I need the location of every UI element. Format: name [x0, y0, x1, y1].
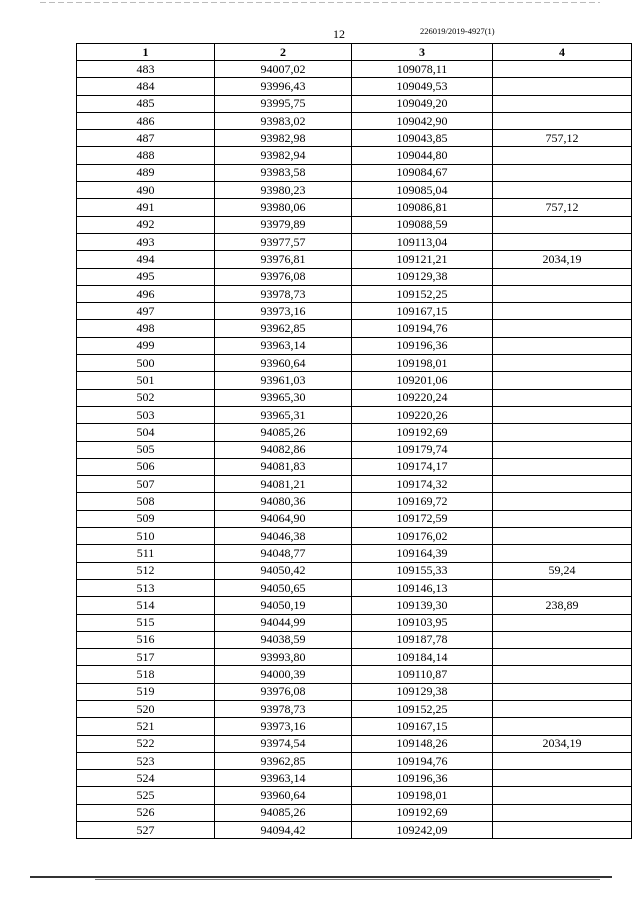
point-number-cell: 517: [77, 649, 215, 666]
table-row: [77, 631, 632, 648]
x-coordinate-cell: 93973,16: [215, 303, 352, 320]
x-coordinate-cell: 93963,14: [215, 770, 352, 787]
table-row: [77, 718, 632, 735]
table-row: [77, 78, 632, 95]
distance-cell: [493, 510, 632, 527]
y-coordinate-cell: 109078,11: [352, 61, 493, 78]
point-number-cell: 504: [77, 424, 215, 441]
distance-cell: [493, 303, 632, 320]
y-coordinate-cell: 109148,26: [352, 735, 493, 752]
point-number-cell: 488: [77, 147, 215, 164]
x-coordinate-cell: 93962,85: [215, 752, 352, 769]
x-coordinate-cell: 93976,08: [215, 683, 352, 700]
document-reference: 226019/2019-4927(1): [420, 26, 495, 36]
table-row: [77, 199, 632, 216]
table-row: [77, 216, 632, 233]
x-coordinate-cell: 93982,98: [215, 130, 352, 147]
y-coordinate-cell: 109164,39: [352, 545, 493, 562]
x-coordinate-cell: 93962,85: [215, 320, 352, 337]
table-row: [77, 372, 632, 389]
distance-cell: 59,24: [493, 562, 632, 579]
distance-cell: [493, 804, 632, 821]
y-coordinate-cell: 109172,59: [352, 510, 493, 527]
x-coordinate-cell: 94094,42: [215, 822, 352, 839]
y-coordinate-cell: 109084,67: [352, 164, 493, 181]
y-coordinate-cell: 109179,74: [352, 441, 493, 458]
table-row: [77, 233, 632, 250]
distance-cell: [493, 614, 632, 631]
x-coordinate-cell: 93976,08: [215, 268, 352, 285]
x-coordinate-cell: 93960,64: [215, 787, 352, 804]
point-number-cell: 496: [77, 285, 215, 302]
distance-cell: [493, 631, 632, 648]
x-coordinate-cell: 94081,21: [215, 476, 352, 493]
point-number-cell: 526: [77, 804, 215, 821]
point-number-cell: 493: [77, 233, 215, 250]
distance-cell: [493, 320, 632, 337]
distance-cell: [493, 493, 632, 510]
x-coordinate-cell: 94050,42: [215, 562, 352, 579]
x-coordinate-cell: 93973,16: [215, 718, 352, 735]
distance-cell: [493, 458, 632, 475]
y-coordinate-cell: 109152,25: [352, 700, 493, 717]
point-number-cell: 486: [77, 112, 215, 129]
table-row: [77, 579, 632, 596]
distance-cell: [493, 216, 632, 233]
table-row: [77, 770, 632, 787]
distance-cell: [493, 770, 632, 787]
y-coordinate-cell: 109049,53: [352, 78, 493, 95]
distance-cell: [493, 441, 632, 458]
y-coordinate-cell: 109049,20: [352, 95, 493, 112]
table-row: [77, 804, 632, 821]
x-coordinate-cell: 93995,75: [215, 95, 352, 112]
y-coordinate-cell: 109174,32: [352, 476, 493, 493]
point-number-cell: 513: [77, 579, 215, 596]
distance-cell: [493, 579, 632, 596]
point-number-cell: 515: [77, 614, 215, 631]
y-coordinate-cell: 109187,78: [352, 631, 493, 648]
y-coordinate-cell: 109043,85: [352, 130, 493, 147]
distance-cell: 238,89: [493, 597, 632, 614]
coordinates-table: [76, 43, 632, 839]
y-coordinate-cell: 109198,01: [352, 355, 493, 372]
x-coordinate-cell: 93960,64: [215, 355, 352, 372]
distance-cell: [493, 372, 632, 389]
x-coordinate-cell: 93996,43: [215, 78, 352, 95]
table-row: [77, 545, 632, 562]
y-coordinate-cell: 109139,30: [352, 597, 493, 614]
y-coordinate-cell: 109129,38: [352, 683, 493, 700]
y-coordinate-cell: 109086,81: [352, 199, 493, 216]
y-coordinate-cell: 109174,17: [352, 458, 493, 475]
table-row: [77, 95, 632, 112]
table-row: [77, 251, 632, 268]
y-coordinate-cell: 109194,76: [352, 320, 493, 337]
distance-cell: [493, 822, 632, 839]
point-number-cell: 511: [77, 545, 215, 562]
distance-cell: [493, 649, 632, 666]
distance-cell: 757,12: [493, 130, 632, 147]
distance-cell: 2034,19: [493, 735, 632, 752]
x-coordinate-cell: 94050,19: [215, 597, 352, 614]
x-coordinate-cell: 93965,30: [215, 389, 352, 406]
y-coordinate-cell: 109152,25: [352, 285, 493, 302]
y-coordinate-cell: 109113,04: [352, 233, 493, 250]
x-coordinate-cell: 93976,81: [215, 251, 352, 268]
distance-cell: 757,12: [493, 199, 632, 216]
x-coordinate-cell: 93977,57: [215, 233, 352, 250]
point-number-cell: 524: [77, 770, 215, 787]
distance-cell: [493, 78, 632, 95]
point-number-cell: 507: [77, 476, 215, 493]
distance-cell: [493, 476, 632, 493]
point-number-cell: 516: [77, 631, 215, 648]
y-coordinate-cell: 109042,90: [352, 112, 493, 129]
point-number-cell: 503: [77, 406, 215, 423]
distance-cell: [493, 683, 632, 700]
y-coordinate-cell: 109196,36: [352, 337, 493, 354]
point-number-cell: 521: [77, 718, 215, 735]
table-row: [77, 510, 632, 527]
header-row: [77, 44, 632, 61]
point-number-cell: 502: [77, 389, 215, 406]
x-coordinate-cell: 94080,36: [215, 493, 352, 510]
point-number-cell: 527: [77, 822, 215, 839]
point-number-cell: 494: [77, 251, 215, 268]
bottom-border-line-secondary: [95, 879, 600, 880]
table-row: [77, 597, 632, 614]
table-row: [77, 787, 632, 804]
point-number-cell: 487: [77, 130, 215, 147]
column-header-4: 4: [493, 44, 632, 61]
y-coordinate-cell: 109192,69: [352, 804, 493, 821]
table-row: [77, 424, 632, 441]
table-row: [77, 441, 632, 458]
x-coordinate-cell: 94081,83: [215, 458, 352, 475]
x-coordinate-cell: 93974,54: [215, 735, 352, 752]
distance-cell: [493, 337, 632, 354]
table-row: [77, 337, 632, 354]
point-number-cell: 522: [77, 735, 215, 752]
table-row: [77, 406, 632, 423]
point-number-cell: 501: [77, 372, 215, 389]
table-row: [77, 649, 632, 666]
distance-cell: [493, 389, 632, 406]
y-coordinate-cell: 109167,15: [352, 718, 493, 735]
x-coordinate-cell: 94064,90: [215, 510, 352, 527]
bottom-border-line: [30, 876, 612, 878]
y-coordinate-cell: 109103,95: [352, 614, 493, 631]
x-coordinate-cell: 94044,99: [215, 614, 352, 631]
y-coordinate-cell: 109146,13: [352, 579, 493, 596]
table-row: [77, 130, 632, 147]
point-number-cell: 483: [77, 61, 215, 78]
point-number-cell: 509: [77, 510, 215, 527]
table-row: [77, 182, 632, 199]
x-coordinate-cell: 94050,65: [215, 579, 352, 596]
distance-cell: [493, 112, 632, 129]
page-number: 12: [333, 27, 345, 41]
point-number-cell: 499: [77, 337, 215, 354]
distance-cell: [493, 147, 632, 164]
x-coordinate-cell: 94085,26: [215, 424, 352, 441]
distance-cell: [493, 666, 632, 683]
table-row: [77, 666, 632, 683]
table-row: [77, 164, 632, 181]
y-coordinate-cell: 109176,02: [352, 528, 493, 545]
point-number-cell: 508: [77, 493, 215, 510]
distance-cell: [493, 182, 632, 199]
point-number-cell: 497: [77, 303, 215, 320]
x-coordinate-cell: 93983,02: [215, 112, 352, 129]
point-number-cell: 514: [77, 597, 215, 614]
table-row: [77, 355, 632, 372]
point-number-cell: 525: [77, 787, 215, 804]
distance-cell: [493, 700, 632, 717]
table-row: [77, 147, 632, 164]
y-coordinate-cell: 109242,09: [352, 822, 493, 839]
column-header-2: 2: [215, 44, 352, 61]
distance-cell: [493, 95, 632, 112]
top-border-line: [40, 2, 600, 3]
point-number-cell: 512: [77, 562, 215, 579]
table-row: [77, 614, 632, 631]
y-coordinate-cell: 109044,80: [352, 147, 493, 164]
x-coordinate-cell: 93961,03: [215, 372, 352, 389]
table-row: [77, 268, 632, 285]
table-row: [77, 493, 632, 510]
column-header-3: 3: [352, 44, 493, 61]
x-coordinate-cell: 93980,06: [215, 199, 352, 216]
distance-cell: [493, 545, 632, 562]
y-coordinate-cell: 109198,01: [352, 787, 493, 804]
y-coordinate-cell: 109085,04: [352, 182, 493, 199]
distance-cell: [493, 406, 632, 423]
table-row: [77, 562, 632, 579]
table-row: [77, 683, 632, 700]
x-coordinate-cell: 93993,80: [215, 649, 352, 666]
table-row: [77, 458, 632, 475]
distance-cell: [493, 355, 632, 372]
point-number-cell: 519: [77, 683, 215, 700]
x-coordinate-cell: 93978,73: [215, 700, 352, 717]
distance-cell: [493, 787, 632, 804]
x-coordinate-cell: 93965,31: [215, 406, 352, 423]
point-number-cell: 485: [77, 95, 215, 112]
table-row: [77, 528, 632, 545]
table-row: [77, 476, 632, 493]
y-coordinate-cell: 109196,36: [352, 770, 493, 787]
distance-cell: [493, 752, 632, 769]
x-coordinate-cell: 94082,86: [215, 441, 352, 458]
point-number-cell: 495: [77, 268, 215, 285]
distance-cell: [493, 233, 632, 250]
point-number-cell: 489: [77, 164, 215, 181]
point-number-cell: 505: [77, 441, 215, 458]
table-row: [77, 61, 632, 78]
y-coordinate-cell: 109192,69: [352, 424, 493, 441]
distance-cell: [493, 268, 632, 285]
point-number-cell: 490: [77, 182, 215, 199]
table-body: [77, 61, 632, 839]
point-number-cell: 484: [77, 78, 215, 95]
y-coordinate-cell: 109167,15: [352, 303, 493, 320]
x-coordinate-cell: 93983,58: [215, 164, 352, 181]
table-row: [77, 285, 632, 302]
y-coordinate-cell: 109110,87: [352, 666, 493, 683]
table-row: [77, 822, 632, 839]
table-row: [77, 735, 632, 752]
x-coordinate-cell: 93980,23: [215, 182, 352, 199]
y-coordinate-cell: 109088,59: [352, 216, 493, 233]
x-coordinate-cell: 94007,02: [215, 61, 352, 78]
distance-cell: 2034,19: [493, 251, 632, 268]
x-coordinate-cell: 93979,89: [215, 216, 352, 233]
point-number-cell: 510: [77, 528, 215, 545]
table-row: [77, 700, 632, 717]
column-header-1: 1: [77, 44, 215, 61]
distance-cell: [493, 424, 632, 441]
x-coordinate-cell: 94000,39: [215, 666, 352, 683]
x-coordinate-cell: 93978,73: [215, 285, 352, 302]
table-row: [77, 752, 632, 769]
distance-cell: [493, 285, 632, 302]
x-coordinate-cell: 94085,26: [215, 804, 352, 821]
table-row: [77, 320, 632, 337]
x-coordinate-cell: 94046,38: [215, 528, 352, 545]
y-coordinate-cell: 109220,24: [352, 389, 493, 406]
table-header: [77, 44, 632, 61]
point-number-cell: 498: [77, 320, 215, 337]
point-number-cell: 506: [77, 458, 215, 475]
y-coordinate-cell: 109201,06: [352, 372, 493, 389]
point-number-cell: 492: [77, 216, 215, 233]
point-number-cell: 491: [77, 199, 215, 216]
distance-cell: [493, 718, 632, 735]
point-number-cell: 500: [77, 355, 215, 372]
point-number-cell: 523: [77, 752, 215, 769]
y-coordinate-cell: 109194,76: [352, 752, 493, 769]
table-row: [77, 112, 632, 129]
x-coordinate-cell: 93963,14: [215, 337, 352, 354]
y-coordinate-cell: 109155,33: [352, 562, 493, 579]
y-coordinate-cell: 109169,72: [352, 493, 493, 510]
x-coordinate-cell: 94048,77: [215, 545, 352, 562]
distance-cell: [493, 164, 632, 181]
point-number-cell: 518: [77, 666, 215, 683]
point-number-cell: 520: [77, 700, 215, 717]
distance-cell: [493, 61, 632, 78]
x-coordinate-cell: 94038,59: [215, 631, 352, 648]
y-coordinate-cell: 109121,21: [352, 251, 493, 268]
distance-cell: [493, 528, 632, 545]
y-coordinate-cell: 109129,38: [352, 268, 493, 285]
x-coordinate-cell: 93982,94: [215, 147, 352, 164]
table-row: [77, 389, 632, 406]
table-row: [77, 303, 632, 320]
y-coordinate-cell: 109220,26: [352, 406, 493, 423]
y-coordinate-cell: 109184,14: [352, 649, 493, 666]
